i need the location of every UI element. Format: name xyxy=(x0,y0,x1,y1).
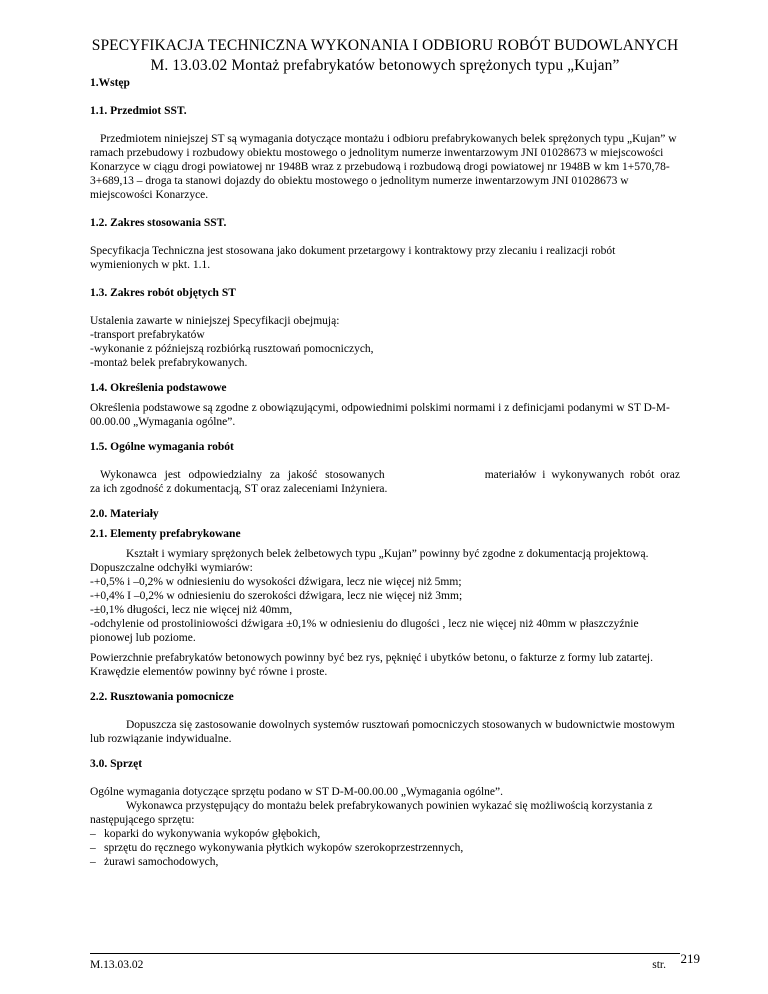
list-item xyxy=(90,841,680,855)
section-1-5-left: Wykonawca jest odpowiedzialny za jakość stosowanych xyxy=(100,469,385,481)
dash-bullet-icon: – xyxy=(90,842,96,854)
title-line-1: SPECYFIKACJA TECHNICZNA WYKONANIA I ODBIORU ROBÓT BUDOWLANYCH xyxy=(91,37,679,54)
section-1-1-heading: 1.1. Przedmiot SST. xyxy=(90,105,187,117)
page-number: 219 xyxy=(680,951,700,966)
section-1-5-row xyxy=(90,468,680,482)
section-1-3-line: -transport prefabrykatów xyxy=(90,329,205,341)
section-2-heading: 2.0. Materiały xyxy=(90,508,159,520)
section-2-1-line: -±0,1% długości, lecz nie więcej niż 40mm, xyxy=(90,604,293,616)
section-1-2-heading: 1.2. Zakres stosowania SST. xyxy=(90,217,227,229)
list-item-text: sprzętu do ręcznego wykonywania płytkich wykopów szerokoprzestrzennych, xyxy=(104,842,464,854)
title-line-2: M. 13.03.02 Montaż prefabrykatów betonowych sprężonych typu „Kujan” xyxy=(150,57,620,74)
section-1-5-line2: za ich zgodność z dokumentacją, ST oraz zaleceniami Inżyniera. xyxy=(90,483,388,495)
section-1-5-heading: 1.5. Ogólne wymagania robót xyxy=(90,441,234,453)
page-footer xyxy=(90,951,700,971)
footer-str-label: str. xyxy=(652,959,666,971)
section-1-3-line: -montaż belek prefabrykowanych. xyxy=(90,357,248,369)
section-1-3-line: -wykonanie z późniejszą rozbiórką rusztowań pomocniczych, xyxy=(90,343,374,355)
section-2-2-heading: 2.2. Rusztowania pomocnicze xyxy=(90,691,234,703)
section-1-2-text: Specyfikacja Techniczna jest stosowana jako dokument przetargowy i kontraktowy przy zlecaniu i realizacji robót wymienionych w pkt. 1.1. xyxy=(90,245,616,271)
section-1-5-right: materiałów i wykonywanych robót oraz xyxy=(484,469,680,481)
section-2-1-text2: Powierzchnie prefabrykatów betonowych powinny być bez rys, pęknięć i ubytków betonu, o fakturze z formy lub zatartej. Krawędzie elementów powinny być równe i proste. xyxy=(90,652,653,678)
section-2-1-line: -+0,4% I –0,2% w odniesieniu do szerokości dźwigara, lecz nie więcej niż 3mm; xyxy=(90,590,463,602)
dash-bullet-icon: – xyxy=(90,828,96,840)
dash-bullet-icon: – xyxy=(90,856,96,868)
section-1-3-heading: 1.3. Zakres robót objętych ST xyxy=(90,287,236,299)
section-2-1-intro: Kształt i wymiary sprężonych belek żelbetowych typu „Kujan” powinny być zgodne z dokumentacją projektową. xyxy=(126,548,649,560)
section-3-text2: Wykonawca przystępujący do montażu belek prefabrykowanych powinien wykazać się możliwością korzystania z następującego sprzętu: xyxy=(90,800,653,826)
section-2-1-line: -+0,5% i –0,2% w odniesieniu do wysokości dźwigara, lecz nie więcej niż 5mm; xyxy=(90,576,462,588)
section-3-line1: Ogólne wymagania dotyczące sprzętu podano w ST D-M-00.00.00 „Wymagania ogólne”. xyxy=(90,786,503,798)
section-2-1-heading: 2.1. Elementy prefabrykowane xyxy=(90,528,241,540)
section-1-heading: 1.Wstęp xyxy=(90,77,130,89)
list-item xyxy=(90,855,680,869)
section-1-1-text: Przedmiotem niniejszej ST są wymagania dotyczące montażu i odbioru prefabrykowanych belek sprężonych typu „Kujan” w ramach przebudowy i rozbudowy obiektu mostowego o jednolitym numerze inwentarzowym JNI 01028673 w miejscowości Konarzyce w ciągu drogi powiatowej nr 1948B wraz z przebudową i rozbudową drogi powiatowej nr 1948B w km 1+570,78-3+689,13 – droga ta stanowi dojazdy do obiektu mostowego o jednolitym numerze inwentarzowym JNI 01028673 w miejscowości Konarzyce. xyxy=(90,133,677,201)
list-item-text: koparki do wykonywania wykopów głębokich, xyxy=(104,828,321,840)
footer-code: M.13.03.02 xyxy=(90,959,144,971)
list-item xyxy=(90,827,680,841)
document-page xyxy=(90,36,680,869)
section-2-1-line: -odchylenie od prostoliniowości dźwigara ±0,1% w odniesieniu do dlugości , lecz nie więcej niż 40mm w płaszczyźnie pionowej lub poziome. xyxy=(90,618,639,644)
section-2-2-text: Dopuszcza się zastosowanie dowolnych systemów rusztowań pomocniczych stosowanych w budownictwie mostowym lub rozwiązanie indywidualne. xyxy=(90,719,675,745)
section-1-4-text: Określenia podstawowe są zgodne z obowiązującymi, odpowiednimi polskimi normami i z definicjami podanymi w ST D-M-00.00.00 „Wymagania ogólne”. xyxy=(90,402,670,428)
section-2-1-line: Dopuszczalne odchyłki wymiarów: xyxy=(90,562,253,574)
section-1-4-heading: 1.4. Określenia podstawowe xyxy=(90,382,227,394)
list-item-text: żurawi samochodowych, xyxy=(104,856,219,868)
section-3-heading: 3.0. Sprzęt xyxy=(90,758,143,770)
document-title xyxy=(90,36,680,76)
section-1-3-line: Ustalenia zawarte w niniejszej Specyfikacji obejmują: xyxy=(90,315,340,327)
